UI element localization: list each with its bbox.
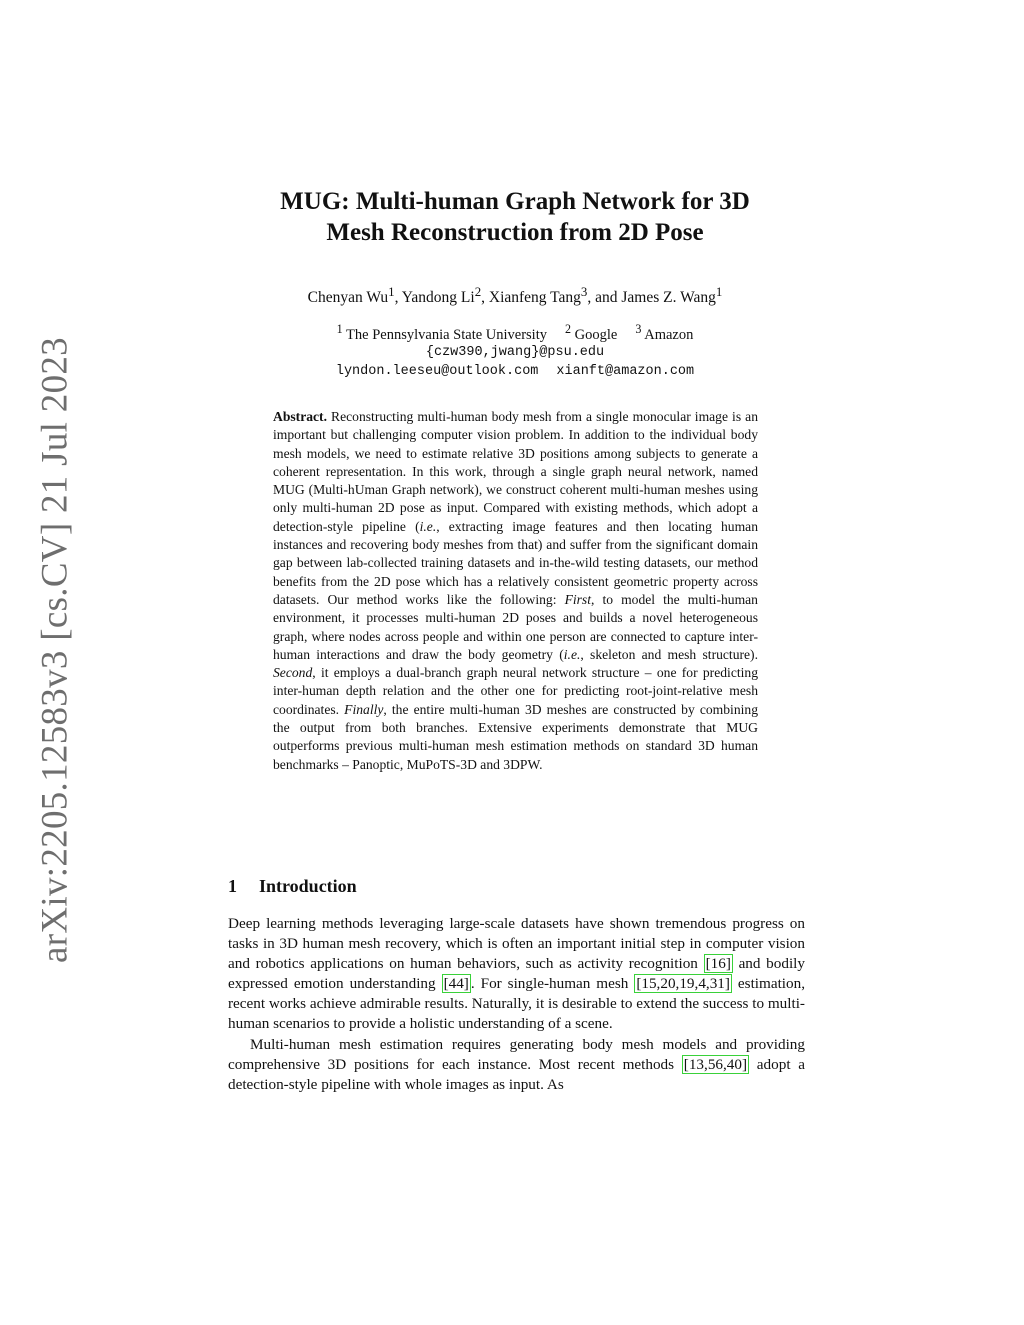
author-name: James Z. Wang xyxy=(621,289,716,307)
paragraph-text: adopt a detection-style pipeline with whole images as input. As xyxy=(228,1055,806,1093)
abstract-italic: i.e. xyxy=(563,646,581,662)
author-affil-mark: 3 xyxy=(580,284,588,299)
abstract-italic: Finally xyxy=(344,701,384,717)
abstract-text: , to model the multi-human environment, it processes multi-human 2D poses and builds a novel heterogeneous graph, where nodes across people and within one person are connected to capture inter-human interactions and draw the body geometry ( xyxy=(273,591,758,662)
abstract xyxy=(273,408,758,774)
abstract-text: , it employs a dual-branch graph neural network structure – one for predicting inter-human depth relation and the other one for predicting root-joint-relative mesh coordinates. xyxy=(273,665,758,717)
email-line-1: {czw390,jwang}@psu.edu xyxy=(425,345,605,361)
author-separator: , xyxy=(481,289,489,307)
affiliation: Amazon xyxy=(644,326,694,343)
email-line-2 xyxy=(200,363,830,382)
abstract-label: Abstract. xyxy=(273,409,327,424)
author-separator: , and xyxy=(587,289,622,307)
paragraph xyxy=(228,914,805,1035)
abstract-text: , extracting image features and then locating human instances and recovering body meshes from that) and suffer from the significant domain gap between lab-collected training datasets and in-the-wild testing datasets, our method benefits from the 2D pose which has a relatively consistent geometric property across datasets. Our method works like the following: xyxy=(273,518,758,607)
arxiv-identifier: arXiv:2205.12583v3 [cs.CV] 21 Jul 2023 xyxy=(34,337,76,963)
citation-link[interactable]: [15,20,19,4,31] xyxy=(636,975,730,993)
author-affil-mark: 1 xyxy=(715,284,723,299)
affiliation-line xyxy=(200,320,830,344)
author-name: Xianfeng Tang xyxy=(488,289,581,307)
abstract-text: , skeleton and mesh structure). xyxy=(580,646,758,662)
paragraph-text: estimation, recent works achieve admirable results. Naturally, it is desirable to extend the success to multi-human scenarios to provide a holistic understanding of a scene. xyxy=(228,975,805,1033)
paragraph-text: Multi-human mesh estimation requires generating body mesh models and providing comprehensive 3D positions for each instance. Most recent methods xyxy=(228,1035,805,1073)
citation-link[interactable]: [13,56,40] xyxy=(683,1055,748,1073)
affiliation: Google xyxy=(574,326,618,343)
author-name: Chenyan Wu xyxy=(307,289,389,307)
abstract-italic: Second xyxy=(273,665,313,681)
paragraph xyxy=(228,1035,805,1095)
author-affil-mark: 2 xyxy=(474,284,482,299)
abstract-text: , the entire multi-human 3D meshes are constructed by combining the output from both branches. Extensive experiments demonstrate that MUG outperforms previous multi-human mesh estimation methods on standard 3D human benchmarks – Panoptic, MuPoTS-3D and 3DPW. xyxy=(273,701,758,772)
title-line-2: Mesh Reconstruction from 2D Pose xyxy=(326,219,704,246)
citation-link[interactable]: [44] xyxy=(443,975,469,993)
section-number: 1 xyxy=(228,876,237,896)
email: lyndon.leeseu@outlook.com xyxy=(335,363,539,379)
intro-body xyxy=(228,914,805,1095)
author-list xyxy=(200,284,830,307)
author-name: Yandong Li xyxy=(401,289,475,307)
affil-mark: 1 xyxy=(336,322,343,336)
paper-title xyxy=(200,186,830,248)
paragraph-text: Deep learning methods leveraging large-scale datasets have shown tremendous progress on tasks in 3D human mesh recovery, which is often an important initial step in computer vision and robotics applications on human behaviors, such as activity recognition xyxy=(228,915,805,973)
affiliation: The Pennsylvania State University xyxy=(346,326,547,343)
affiliations xyxy=(200,320,830,381)
affil-mark: 2 xyxy=(565,322,572,336)
abstract-text: Reconstructing multi-human body mesh from a single monocular image is an important but challenging computer vision problem. In addition to the individual body mesh models, we need to estimate relative 3D positions among subjects to generate a coherent representation. In this work, through a single graph neural network, named MUG (Multi-hUman Graph network), we construct coherent multi-human meshes using only multi-human 2D pose as input. Compared with existing methods, which adopt a detection-style pipeline ( xyxy=(273,409,758,534)
abstract-italic: First xyxy=(564,591,591,607)
author-separator: , xyxy=(394,289,402,307)
affil-mark: 3 xyxy=(635,322,642,336)
author-affil-mark: 1 xyxy=(388,284,395,299)
title-line-1: MUG: Multi-human Graph Network for 3D xyxy=(280,188,750,215)
paragraph-text: . For single-human mesh xyxy=(470,975,635,993)
email: xianft@amazon.com xyxy=(556,363,695,379)
citation-link[interactable]: [16] xyxy=(705,955,731,973)
abstract-italic: i.e. xyxy=(419,518,437,534)
section-title: Introduction xyxy=(259,876,357,896)
paragraph-text: and bodily expressed emotion understanding xyxy=(228,955,805,993)
section-heading xyxy=(228,876,357,897)
